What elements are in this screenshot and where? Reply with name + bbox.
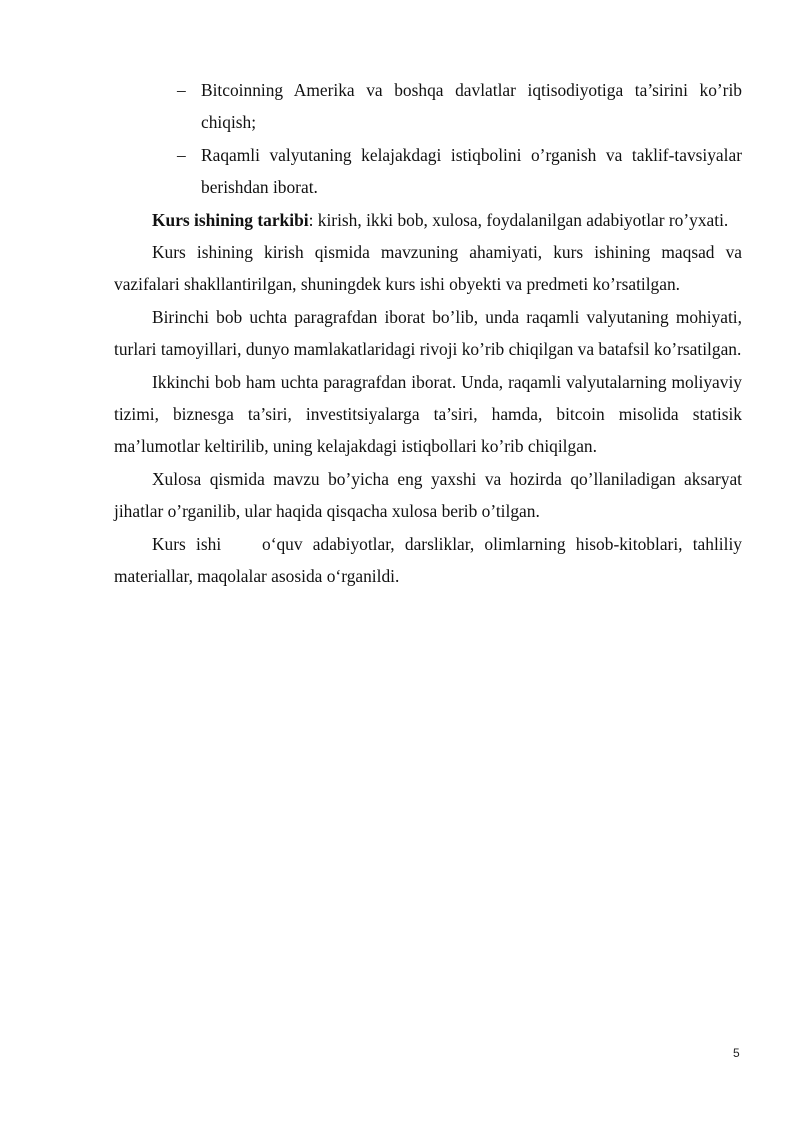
paragraph-introduction: Kurs ishining kirish qismida mavzuning ahamiyati, kurs ishining maqsad va vazifalari shakllantirilgan, shuningdek kurs ishi obyekti va predmeti ko’rsatilgan. (114, 242, 742, 295)
document-body (114, 74, 747, 593)
dash-marker: – (177, 80, 186, 100)
paragraph-chapter-one: Birinchi bob uchta paragrafdan iborat bo’lib, unda raqamli valyutaning mohiyati, turlari tamoyillari, dunyo mamlakatlaridagi rivoji ko’rib chiqilgan va batafsil ko’rsatilgan. (114, 306, 742, 360)
paragraph-sources: Kurs ishi o‘quv adabiyotlar, darsliklar, olimlarning hisob-kitoblari, tahliliy materiallar, maqolalar asosida o‘rganildi. (114, 533, 747, 587)
structure-paragraph (114, 204, 742, 236)
list-item-text: Bitcoinning Amerika va boshqa davlatlar iqtisodiyotiga ta’sirini ko’rib chiqish; (201, 80, 742, 133)
page-number: 5 (733, 1046, 740, 1060)
list-item (114, 139, 742, 204)
structure-label: Kurs ishining tarkibi (152, 209, 309, 230)
list-item (114, 74, 742, 139)
list-item-text: Raqamli valyutaning kelajakdagi istiqbolini o’rganish va taklif-tavsiyalar berishdan iborat. (201, 144, 742, 198)
paragraph-conclusion: Xulosa qismida mavzu bo’yicha eng yaxshi va hozirda qo’llaniladigan aksaryat jihatlar o’rganilib, ular haqida qisqacha xulosa berib o’tilgan. (114, 468, 742, 522)
paragraph-chapter-two: Ikkinchi bob ham uchta paragrafdan iborat. Unda, raqamli valyutalarning moliyaviy tizimi, biznesga ta’siri, investitsiyalarga ta’siri, hamda, bitcoin misolida statisik ma’lumotlar keltirilib, uning kelajakdagi istiqbollari ko’rib chiqilgan. (114, 371, 742, 457)
dash-marker: – (177, 144, 186, 165)
structure-text: : kirish, ikki bob, xulosa, foydalanilgan adabiyotlar ro’yxati. (308, 209, 729, 230)
